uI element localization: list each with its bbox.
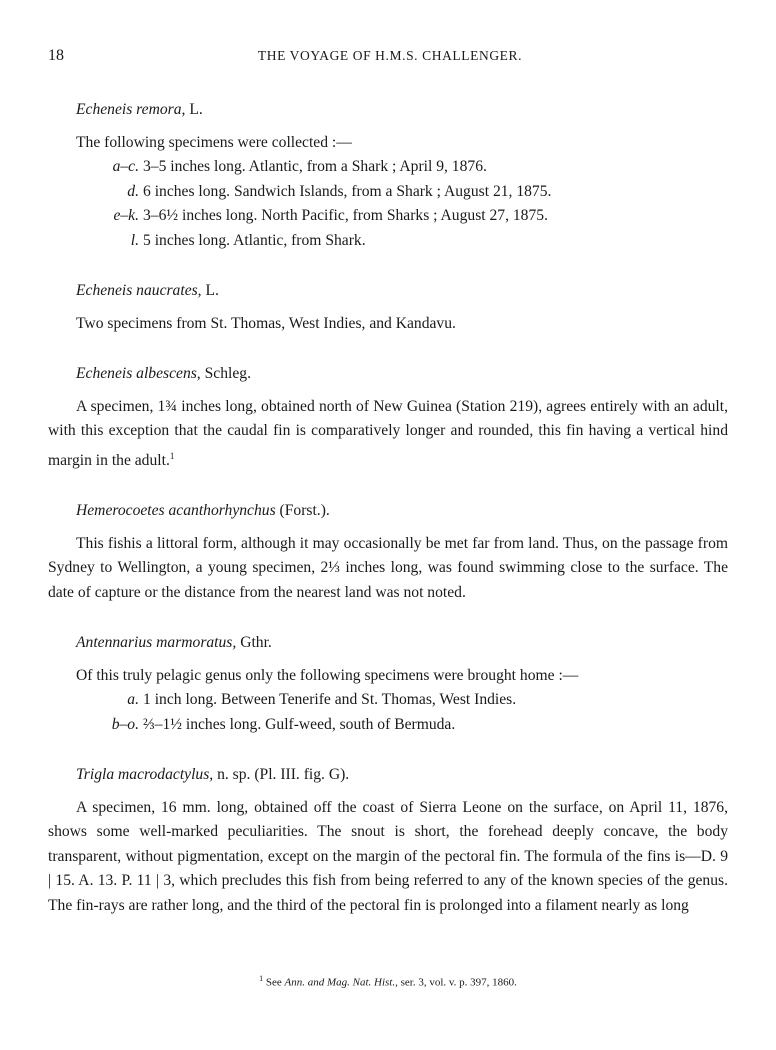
species-name: Hemerocoetes acanthorhynchus: [76, 502, 276, 520]
specimen-label: l.: [130, 231, 139, 249]
specimen-label: a–c.: [112, 158, 139, 175]
specimen-line: [48, 204, 728, 229]
section-text: This fishis a littoral form, although it may occasionally be met far from land. Thus, on the passage from Sydney to Wellington, a young specimen, 2⅓ inches long, was found swimming close to the surface. The date of capture or the distance from the nearest land was not noted.: [48, 534, 728, 601]
specimen-label: b–o.: [111, 715, 139, 733]
species-heading: [48, 763, 728, 788]
specimen-text: ⅔–1½ inches long. Gulf-weed, south of Bermuda.: [143, 715, 456, 733]
specimen-line: [48, 688, 728, 713]
species-name: Trigla macrodactylus,: [76, 766, 214, 784]
species-heading: [48, 279, 728, 304]
page-number: 18: [48, 47, 64, 64]
species-author: n. sp. (Pl. III. fig. G).: [217, 766, 350, 784]
footnote-marker: 1: [169, 450, 175, 461]
species-author: Schleg.: [204, 365, 251, 382]
footnote-prefix: See: [265, 976, 282, 989]
species-author: L.: [189, 101, 203, 118]
species-author: L.: [205, 282, 219, 299]
species-name: Echeneis remora,: [76, 101, 186, 118]
specimen-label: a.: [127, 691, 139, 709]
running-title: THE VOYAGE OF H.M.S. CHALLENGER.: [257, 48, 523, 63]
species-author: Gthr.: [240, 634, 272, 652]
species-name: Echeneis albescens,: [76, 365, 201, 382]
specimen-line: [48, 229, 728, 254]
species-name: Antennarius marmoratus,: [76, 634, 237, 652]
footnote-rest: ser. 3, vol. v. p. 397, 1860.: [400, 976, 517, 989]
section-intro: Of this truly pelagic genus only the following specimens were brought home :—: [76, 666, 579, 684]
specimen-label: e–k.: [113, 207, 139, 224]
species-heading: [48, 631, 728, 656]
specimen-label: d.: [127, 182, 139, 200]
specimen-text: 1 inch long. Between Tenerife and St. Thomas, West Indies.: [143, 691, 517, 709]
species-heading: [48, 362, 728, 387]
footnote-mark: 1: [259, 974, 264, 983]
species-heading: [48, 499, 728, 524]
specimen-line: [48, 713, 728, 738]
footnote: [0, 972, 776, 990]
specimen-text: 3–6½ inches long. North Pacific, from Sharks ; August 27, 1875.: [143, 207, 548, 224]
species-author: (Forst.).: [279, 502, 330, 520]
specimen-text: 3–5 inches long. Atlantic, from a Shark ; April 9, 1876.: [143, 158, 487, 175]
specimen-text: 5 inches long. Atlantic, from Shark.: [143, 231, 366, 249]
section-text: A specimen, 16 mm. long, obtained off the coast of Sierra Leone on the surface, on April 11, 1876, shows some well-marked peculiarities. The snout is short, the forehead deeply concave, the body transparent, without pigmentation, except on the margin of the pectoral fin. The formula of the fins is—D. 9 | 15. A. 13. P. 11 | 3, which precludes this fish from being referred to any of the known species of the genus. The fin-rays are rather long, and the third of the pectoral fin is prolonged into a filament nearly as long: [48, 798, 728, 914]
page-header: [48, 44, 732, 68]
species-heading: [48, 98, 728, 123]
specimen-line: [48, 180, 728, 205]
paragraph-body: A specimen, 1¾ inches long, obtained north of New Guinea (Station 219), agrees entirely with an adult, with this exception that the caudal fin is comparatively longer and rounded, this fin having a vertical hind margin in the adult.: [48, 397, 728, 469]
section-text: [48, 395, 728, 474]
specimen-line: [48, 155, 728, 180]
species-name: Echeneis naucrates,: [76, 282, 202, 299]
page-content: [48, 98, 728, 918]
specimen-text: 6 inches long. Sandwich Islands, from a Shark ; August 21, 1875.: [143, 182, 552, 200]
footnote-journal: Ann. and Mag. Nat. Hist.,: [284, 976, 398, 989]
section-intro: The following specimens were collected :—: [76, 133, 352, 151]
section-text: Two specimens from St. Thomas, West Indies, and Kandavu.: [76, 314, 456, 332]
